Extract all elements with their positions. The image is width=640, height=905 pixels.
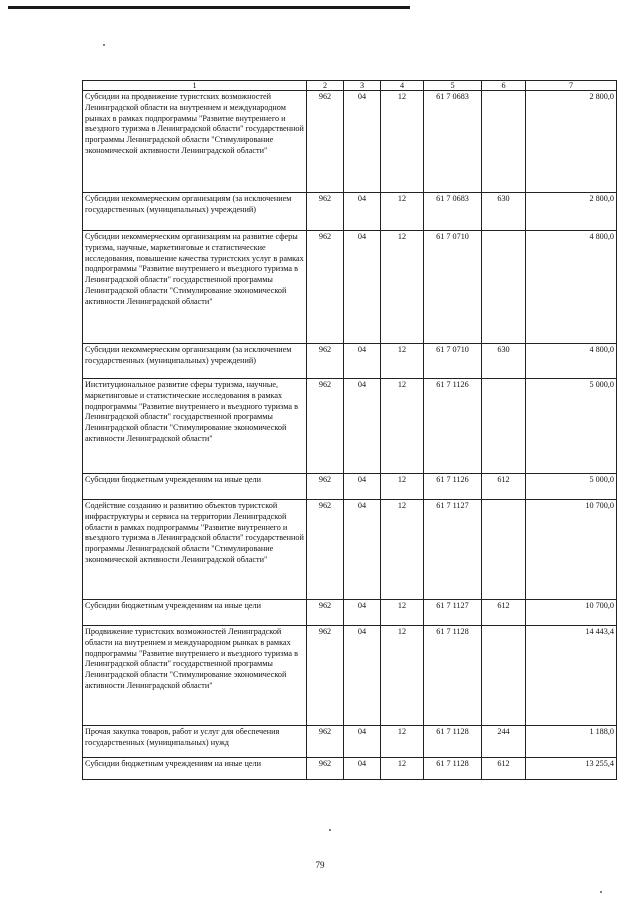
expense-type-code: 630 xyxy=(482,344,526,379)
section-code: 04 xyxy=(344,91,381,193)
amount: 10 700,0 xyxy=(526,600,617,626)
target-article-code: 61 7 1126 xyxy=(424,379,482,474)
row-description: Субсидии некоммерческим организациям (за исключением государственных (муниципальных) учреждений) xyxy=(83,344,307,379)
section-code: 04 xyxy=(344,726,381,758)
table-row xyxy=(83,626,617,726)
ministry-code: 962 xyxy=(307,344,344,379)
ministry-code: 962 xyxy=(307,379,344,474)
section-code: 04 xyxy=(344,344,381,379)
row-description: Институциональное развитие сферы туризма, научные, маркетинговые и статистические исследования в рамках подпрограммы "Развитие внутреннего и въездного туризма в Ленинградской области" государственной программы Ленинградской области "Стимулирование экономической активности Ленинградской области" xyxy=(83,379,307,474)
scan-speck xyxy=(600,891,602,893)
subsection-code: 12 xyxy=(381,379,424,474)
column-number: 5 xyxy=(424,81,482,91)
section-code: 04 xyxy=(344,626,381,726)
ministry-code: 962 xyxy=(307,726,344,758)
target-article-code: 61 7 0710 xyxy=(424,231,482,344)
subsection-code: 12 xyxy=(381,758,424,780)
top-rule xyxy=(8,6,410,9)
amount: 14 443,4 xyxy=(526,626,617,726)
expense-type-code xyxy=(482,379,526,474)
target-article-code: 61 7 1128 xyxy=(424,726,482,758)
scan-speck xyxy=(103,44,105,46)
row-description: Прочая закупка товаров, работ и услуг для обеспечения государственных (муниципальных) нужд xyxy=(83,726,307,758)
section-code: 04 xyxy=(344,231,381,344)
table-row xyxy=(83,726,617,758)
target-article-code: 61 7 0683 xyxy=(424,91,482,193)
table-row xyxy=(83,600,617,626)
subsection-code: 12 xyxy=(381,91,424,193)
table-row xyxy=(83,344,617,379)
amount: 1 188,0 xyxy=(526,726,617,758)
target-article-code: 61 7 1127 xyxy=(424,500,482,600)
target-article-code: 61 7 1127 xyxy=(424,600,482,626)
row-description: Субсидии на продвижение туристских возможностей Ленинградской области на внутреннем и международном рынках в рамках подпрограммы "Развитие внутреннего и въездного туризма в Ленинградской области" государственной программы Ленинградской области "Стимулирование экономической активности Ленинградской области" xyxy=(83,91,307,193)
subsection-code: 12 xyxy=(381,474,424,500)
expense-type-code xyxy=(482,626,526,726)
section-code: 04 xyxy=(344,600,381,626)
target-article-code: 61 7 0683 xyxy=(424,193,482,231)
ministry-code: 962 xyxy=(307,600,344,626)
table-row xyxy=(83,193,617,231)
expense-type-code: 612 xyxy=(482,758,526,780)
column-number: 2 xyxy=(307,81,344,91)
target-article-code: 61 7 1126 xyxy=(424,474,482,500)
column-number: 1 xyxy=(83,81,307,91)
page-number: 79 xyxy=(315,860,325,870)
target-article-code: 61 7 1128 xyxy=(424,626,482,726)
amount: 2 800,0 xyxy=(526,91,617,193)
subsection-code: 12 xyxy=(381,193,424,231)
subsection-code: 12 xyxy=(381,231,424,344)
row-description: Субсидии бюджетным учреждениям на иные цели xyxy=(83,474,307,500)
section-code: 04 xyxy=(344,474,381,500)
expense-type-code: 612 xyxy=(482,474,526,500)
column-number: 6 xyxy=(482,81,526,91)
target-article-code: 61 7 1128 xyxy=(424,758,482,780)
expense-type-code xyxy=(482,500,526,600)
section-code: 04 xyxy=(344,379,381,474)
column-number: 7 xyxy=(526,81,617,91)
amount: 2 800,0 xyxy=(526,193,617,231)
ministry-code: 962 xyxy=(307,500,344,600)
row-description: Субсидии некоммерческим организациям (за исключением государственных (муниципальных) учреждений) xyxy=(83,193,307,231)
expense-type-code: 244 xyxy=(482,726,526,758)
subsection-code: 12 xyxy=(381,726,424,758)
budget-table xyxy=(82,80,617,780)
row-description: Субсидии бюджетным учреждениям на иные цели xyxy=(83,600,307,626)
row-description: Субсидии бюджетным учреждениям на иные цели xyxy=(83,758,307,780)
row-description: Субсидии некоммерческим организациям на развитие сферы туризма, научные, маркетинговые и статистические исследования, повышение качества туристских услуг в рамках подпрограммы "Развитие внутреннего и въездного туризма в Ленинградской области" государственной программы Ленинградской области "Стимулирование экономической активности Ленинградской области" xyxy=(83,231,307,344)
column-number-row xyxy=(83,81,617,91)
section-code: 04 xyxy=(344,193,381,231)
table-row xyxy=(83,758,617,780)
expense-type-code: 612 xyxy=(482,600,526,626)
row-description: Продвижение туристских возможностей Ленинградской области на внутреннем и международном рынках в рамках подпрограммы "Развитие внутреннего и въездного туризма в Ленинградской области" государственной программы Ленинградской области "Стимулирование экономической активности Ленинградской области" xyxy=(83,626,307,726)
amount: 5 000,0 xyxy=(526,379,617,474)
table-row xyxy=(83,500,617,600)
scan-speck xyxy=(329,829,331,831)
row-description: Содействие созданию и развитию объектов туристской инфраструктуры и сервиса на территории Ленинградской области в рамках подпрограммы "Развитие внутреннего и въездного туризма в Ленинградской области" государственной программы Ленинградской области "Стимулирование экономической активности Ленинградской области" xyxy=(83,500,307,600)
amount: 13 255,4 xyxy=(526,758,617,780)
subsection-code: 12 xyxy=(381,626,424,726)
expense-type-code xyxy=(482,91,526,193)
column-number: 4 xyxy=(381,81,424,91)
ministry-code: 962 xyxy=(307,193,344,231)
expense-type-code xyxy=(482,231,526,344)
expense-type-code: 630 xyxy=(482,193,526,231)
column-number: 3 xyxy=(344,81,381,91)
ministry-code: 962 xyxy=(307,231,344,344)
ministry-code: 962 xyxy=(307,758,344,780)
table-row xyxy=(83,91,617,193)
subsection-code: 12 xyxy=(381,500,424,600)
target-article-code: 61 7 0710 xyxy=(424,344,482,379)
amount: 5 000,0 xyxy=(526,474,617,500)
amount: 10 700,0 xyxy=(526,500,617,600)
table-row xyxy=(83,474,617,500)
table-row xyxy=(83,379,617,474)
subsection-code: 12 xyxy=(381,600,424,626)
ministry-code: 962 xyxy=(307,91,344,193)
section-code: 04 xyxy=(344,758,381,780)
section-code: 04 xyxy=(344,500,381,600)
subsection-code: 12 xyxy=(381,344,424,379)
table-row xyxy=(83,231,617,344)
ministry-code: 962 xyxy=(307,626,344,726)
amount: 4 800,0 xyxy=(526,231,617,344)
ministry-code: 962 xyxy=(307,474,344,500)
amount: 4 800,0 xyxy=(526,344,617,379)
